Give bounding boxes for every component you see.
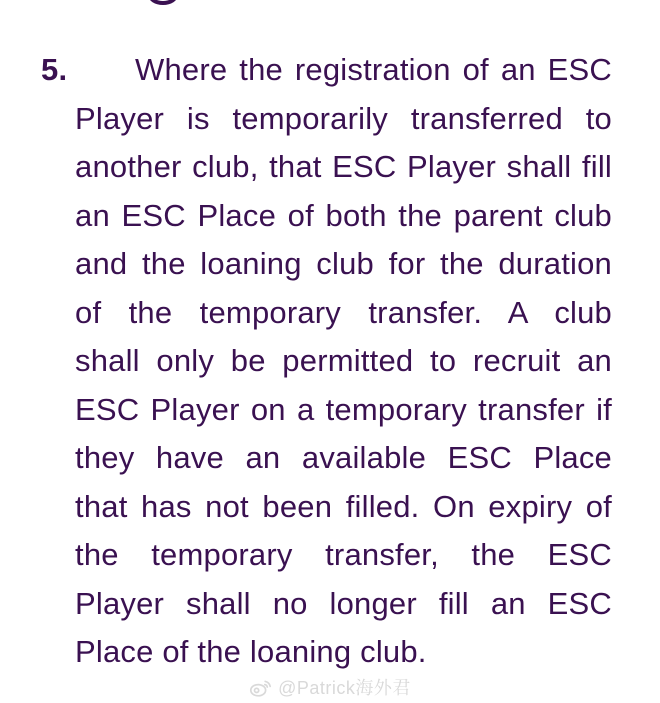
clause-text-line: ESC Player on a temporary transfer if	[75, 391, 612, 427]
clause-text-line: of the temporary transfer. A club	[75, 294, 612, 330]
watermark-handle: @Patrick海外君	[278, 678, 411, 698]
clause-text-line: that has not been filled. On expiry of	[75, 488, 612, 524]
clause-paragraph	[41, 46, 612, 677]
clause-text-line: Place of the loaning club.	[75, 634, 427, 669]
clause-text-line: shall only be permitted to recruit an	[75, 343, 612, 378]
clause-text-line: Where the registration of an ESC	[135, 52, 612, 87]
clause-text-line: the temporary transfer, the ESC	[75, 537, 612, 572]
clause-number: 5.	[41, 52, 68, 87]
clause-text-line: another club, that ESC Player shall fill	[75, 149, 612, 184]
weibo-icon	[249, 675, 273, 699]
clause-text-line: Player shall no longer fill an ESC	[75, 585, 612, 621]
clause-text-line: they have an available ESC Place	[75, 440, 612, 475]
watermark	[0, 674, 660, 700]
clause-text-line: Player is temporarily transferred to	[75, 100, 612, 136]
clause-text-line: an ESC Place of both the parent club	[75, 197, 612, 233]
clause-text-line: and the loaning club for the duration	[75, 246, 612, 281]
cutoff-glyph-fragment	[148, 0, 178, 5]
